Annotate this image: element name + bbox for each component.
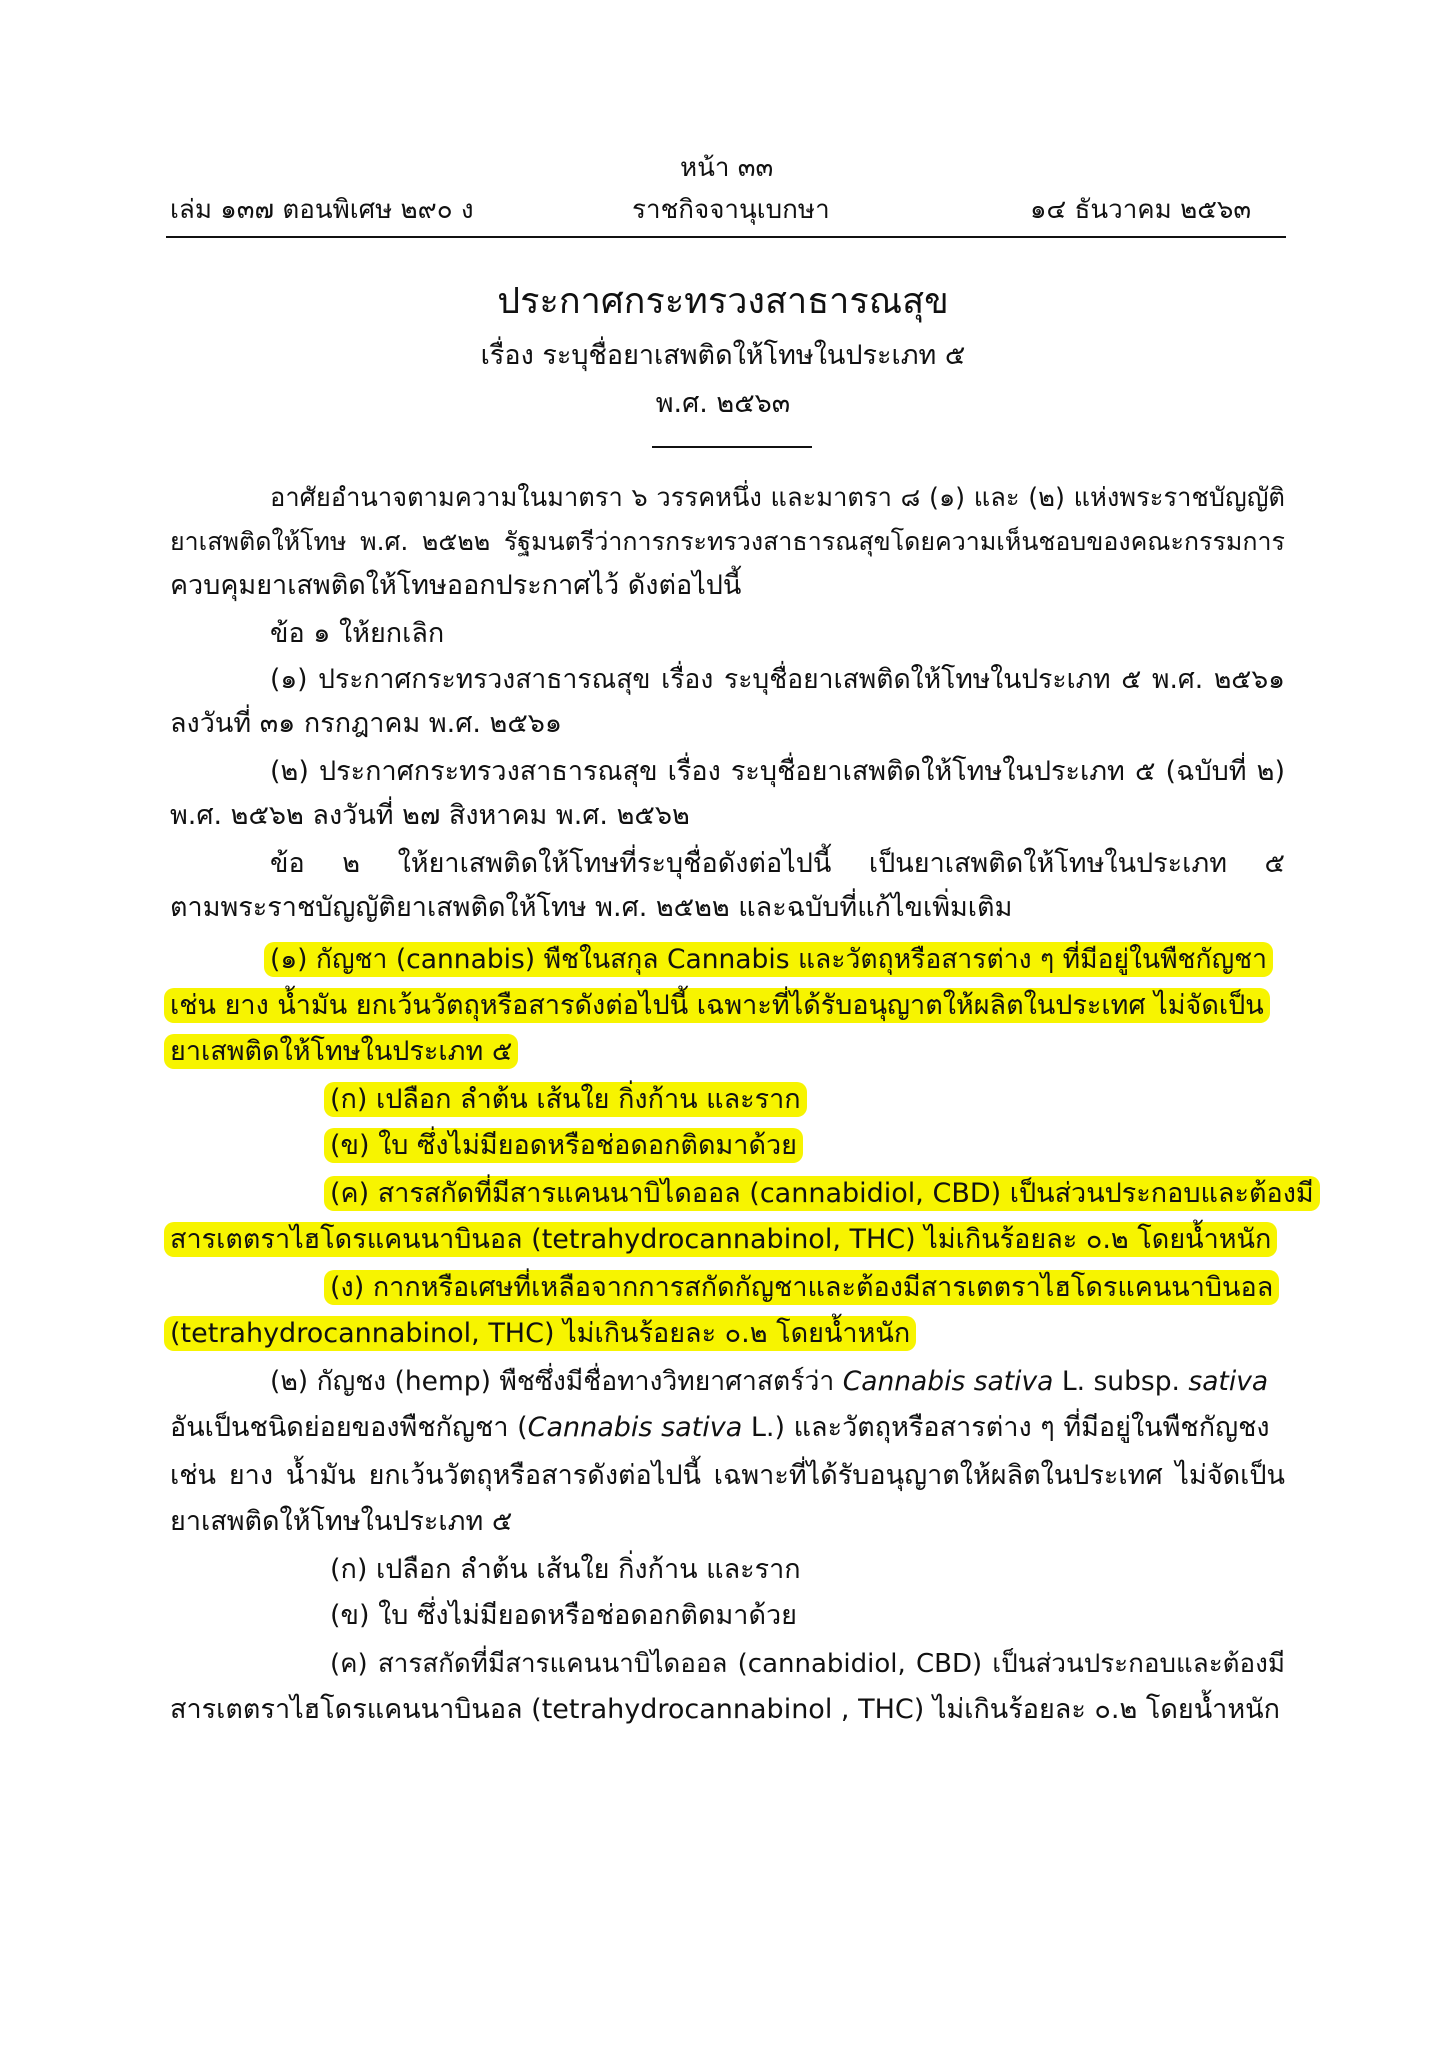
text: (๒) กัญชง (hemp) พืชซึ่งมีชื่อทางวิทยาศาสตร์ว่า [270,1366,835,1397]
preamble-line-1: อาศัยอำนาจตามความในมาตรา ๖ วรรคหนึ่ง และมาตรา ๘ (๑) และ (๒) แห่งพระราชบัญญัติ [270,483,1285,513]
highlight: (ง) กากหรือเศษที่เหลือจากการสกัดกัญชาและต้องมีสารเตตราไฮโดรแคนนาบินอล [324,1270,1279,1305]
item-cannabis-line-2 [170,986,1285,1026]
title-rule [652,446,812,448]
volume-info: เล่ม ๑๓๗ ตอนพิเศษ ๒๙๐ ง [170,195,474,225]
item-hemp-sub-kha-line-2: สารเตตราไฮโดรแคนนาบินอล (tetrahydrocannabinol , THC) ไม่เกินร้อยละ ๐.๒ โดยน้ำหนัก [170,1694,1280,1725]
highlight: เช่น ยาง น้ำมัน ยกเว้นวัตถุหรือสารดังต่อไปนี้ เฉพาะที่ได้รับอนุญาตให้ผลิตในประเทศ ไม่จัดเป็น [164,988,1270,1023]
text: L.) และวัตถุหรือสารต่าง ๆ ที่มีอยู่ในพืชกัญชง [750,1412,1270,1443]
preamble-line-2: ยาเสพติดให้โทษ พ.ศ. ๒๕๒๒ รัฐมนตรีว่าการกระทรวงสาธารณสุขโดยความเห็นชอบของคณะกรรมการ [170,527,1285,556]
item-cannabis-sub-kha-line-2 [170,1220,1285,1260]
item-hemp-sub-k: (ก) เปลือก ลำต้น เส้นใย กิ่งก้าน และราก [330,1554,801,1585]
header-rule [166,236,1286,238]
announcement-year: พ.ศ. ๒๕๖๓ [655,388,791,419]
publish-date: ๑๔ ธันวาคม ๒๕๖๓ [1030,195,1252,225]
item-cannabis-sub-kh [330,1126,1445,1166]
item-cannabis-sub-k [330,1080,1445,1120]
announcement-title: ประกาศกระทรวงสาธารณสุข [497,281,949,322]
page-number: หน้า ๓๓ [680,153,774,183]
clause-2-line-2: ตามพระราชบัญญัติยาเสพติดให้โทษ พ.ศ. ๒๕๒๒ และฉบับที่แก้ไขเพิ่มเติม [170,892,1013,923]
item-cannabis-sub-ng-line-2 [170,1314,1285,1354]
clause-1: ข้อ ๑ ให้ยกเลิก [270,618,445,649]
clause-1-item-1-line-2: ลงวันที่ ๓๑ กรกฎาคม พ.ศ. ๒๕๖๑ [170,708,563,739]
item-hemp-line-2 [170,1408,1285,1448]
highlight: สารเตตราไฮโดรแคนนาบินอล (tetrahydrocannabinol, THC) ไม่เกินร้อยละ ๐.๒ โดยน้ำหนัก [164,1222,1277,1257]
highlight: (ข) ใบ ซึ่งไม่มียอดหรือช่อดอกติดมาด้วย [324,1128,803,1163]
clause-1-item-1-line-1: (๑) ประกาศกระทรวงสาธารณสุข เรื่อง ระบุชื่อยาเสพติดให้โทษในประเภท ๕ พ.ศ. ๒๕๖๑ [270,664,1285,695]
clause-1-item-2-line-2: พ.ศ. ๒๕๖๒ ลงวันที่ ๒๗ สิงหาคม พ.ศ. ๒๕๖๒ [170,800,690,831]
highlight: ยาเสพติดให้โทษในประเภท ๕ [164,1034,518,1069]
item-hemp-sub-kha-line-1: (ค) สารสกัดที่มีสารแคนนาบิไดออล (cannabidiol, CBD) เป็นส่วนประกอบและต้องมี [330,1649,1285,1679]
gazette-name: ราชกิจจานุเบกษา [632,195,830,225]
item-cannabis-line-1 [270,940,1285,980]
highlight: (ก) เปลือก ลำต้น เส้นใย กิ่งก้าน และราก [324,1082,807,1117]
scientific-name: sativa [1188,1366,1269,1397]
item-cannabis-line-3 [170,1032,1285,1072]
preamble-line-3: ควบคุมยาเสพติดให้โทษออกประกาศไว้ ดังต่อไปนี้ [170,570,742,601]
item-hemp-line-4: ยาเสพติดให้โทษในประเภท ๕ [170,1506,513,1537]
scientific-name: Cannabis sativa [842,1366,1054,1397]
item-cannabis-sub-kha-line-1 [330,1174,1445,1214]
item-hemp-sub-kh: (ข) ใบ ซึ่งไม่มียอดหรือช่อดอกติดมาด้วย [330,1600,797,1631]
highlight: (๑) กัญชา (cannabis) พืชในสกุล Cannabis และวัตถุหรือสารต่าง ๆ ที่มีอยู่ในพืชกัญชา [264,942,1273,977]
item-hemp-line-3: เช่น ยาง น้ำมัน ยกเว้นวัตถุหรือสารดังต่อไปนี้ เฉพาะที่ได้รับอนุญาตให้ผลิตในประเทศ ไม่จัดเป็น [170,1460,1285,1491]
clause-1-item-2-line-1: (๒) ประกาศกระทรวงสาธารณสุข เรื่อง ระบุชื่อยาเสพติดให้โทษในประเภท ๕ (ฉบับที่ ๒) [270,756,1285,787]
text: L. subsp. [1061,1366,1180,1397]
clause-2-line-1: ข้อ ๒ ให้ยาเสพติดให้โทษที่ระบุชื่อดังต่อไปนี้ เป็นยาเสพติดให้โทษในประเภท ๕ [270,848,1285,879]
scientific-name: Cannabis sativa [527,1412,743,1443]
highlight: (tetrahydrocannabinol, THC) ไม่เกินร้อยละ ๐.๒ โดยน้ำหนัก [164,1316,916,1351]
text: อันเป็นชนิดย่อยของพืชกัญชา ( [170,1412,528,1443]
highlight: (ค) สารสกัดที่มีสารแคนนาบิไดออล (cannabidiol, CBD) เป็นส่วนประกอบและต้องมี [324,1176,1320,1211]
item-hemp-line-1 [270,1362,1285,1402]
item-cannabis-sub-ng-line-1 [330,1268,1445,1308]
announcement-subject: เรื่อง ระบุชื่อยาเสพติดให้โทษในประเภท ๕ [480,340,966,371]
